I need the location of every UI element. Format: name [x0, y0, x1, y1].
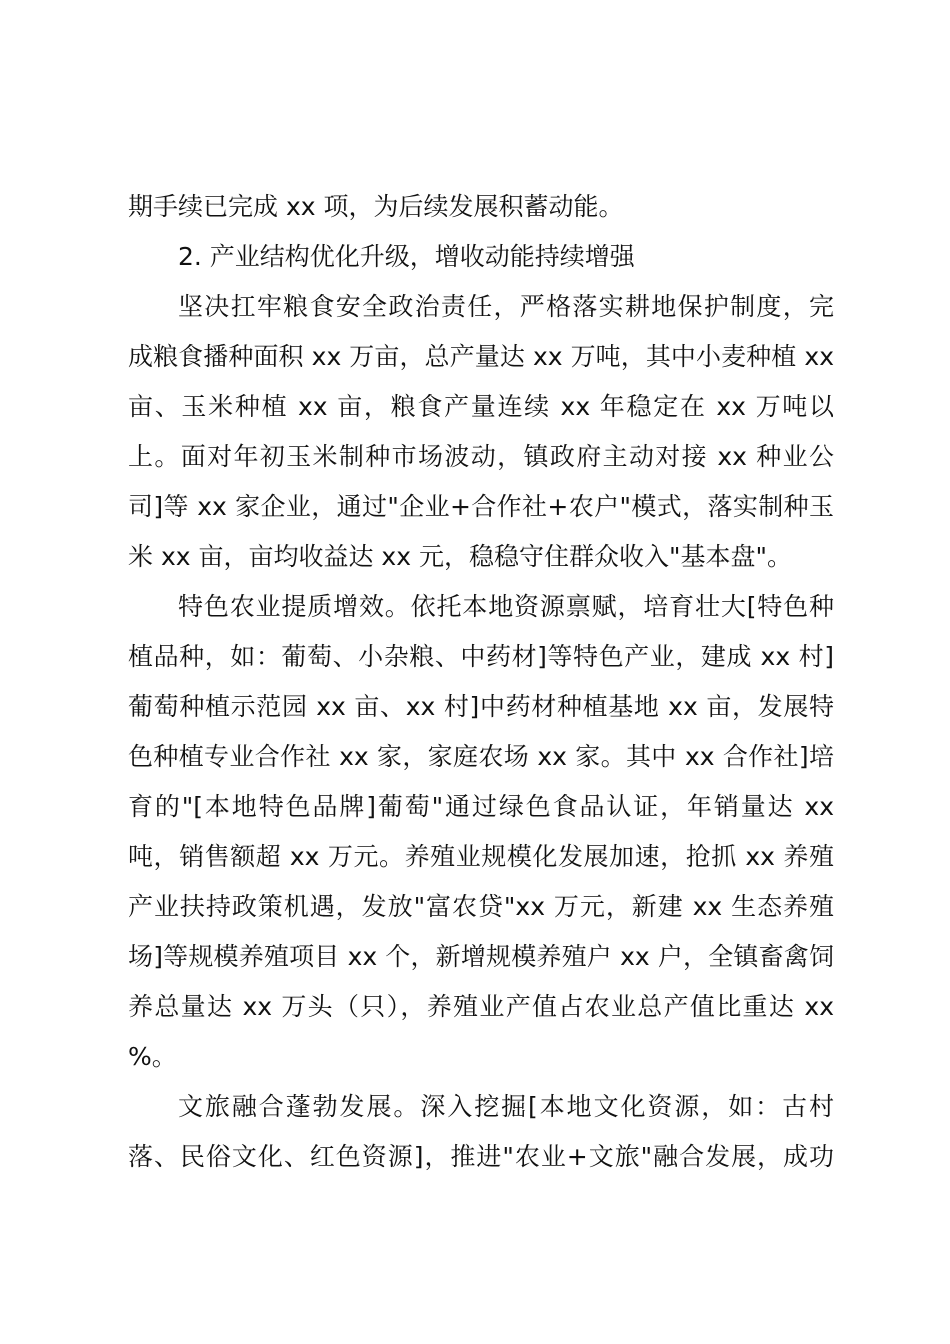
- paragraph-line: 养总量达 xx 万头（只），养殖业产值占农业总产值比重达 xx: [128, 992, 834, 1021]
- paragraph-line: 色种植专业合作社 xx 家，家庭农场 xx 家。其中 xx 合作社]培: [128, 742, 834, 771]
- paragraph-line: 落、民俗文化、红色资源]，推进"农业+文旅"融合发展，成功: [128, 1142, 834, 1171]
- section-heading: 2. 产业结构优化升级，增收动能持续增强: [178, 242, 635, 271]
- paragraph-line: 产业扶持政策机遇，发放"富农贷"xx 万元，新建 xx 生态养殖: [128, 892, 834, 921]
- paragraph-line: 文旅融合蓬勃发展。深入挖掘[本地文化资源，如：古村: [178, 1092, 834, 1121]
- paragraph-line: %。: [128, 1042, 177, 1071]
- paragraph-line: 成粮食播种面积 xx 万亩，总产量达 xx 万吨，其中小麦种植 xx: [128, 342, 834, 371]
- document-page: [128, 182, 834, 1182]
- paragraph-line: 葡萄种植示范园 xx 亩、xx 村]中药材种植基地 xx 亩，发展特: [128, 692, 834, 721]
- paragraph-line: 植品种，如：葡萄、小杂粮、中药材]等特色产业，建成 xx 村]: [128, 642, 834, 671]
- paragraph-line: 司]等 xx 家企业，通过"企业+合作社+农户"模式，落实制种玉: [128, 492, 834, 521]
- paragraph-line: 特色农业提质增效。依托本地资源禀赋，培育壮大[特色种: [178, 592, 834, 621]
- paragraph-line: 场]等规模养殖项目 xx 个，新增规模养殖户 xx 户，全镇畜禽饲: [128, 942, 834, 971]
- paragraph-line: 坚决扛牢粮食安全政治责任，严格落实耕地保护制度，完: [178, 292, 834, 321]
- paragraph-line: 亩、玉米种植 xx 亩，粮食产量连续 xx 年稳定在 xx 万吨以: [128, 392, 834, 421]
- paragraph-line: 米 xx 亩，亩均收益达 xx 元，稳稳守住群众收入"基本盘"。: [128, 542, 792, 571]
- paragraph-line: 上。面对年初玉米制种市场波动，镇政府主动对接 xx 种业公: [128, 442, 834, 471]
- paragraph-line: 育的"[本地特色品牌]葡萄"通过绿色食品认证，年销量达 xx: [128, 792, 834, 821]
- paragraph-line: 吨，销售额超 xx 万元。养殖业规模化发展加速，抢抓 xx 养殖: [128, 842, 834, 871]
- paragraph-line: 期手续已完成 xx 项，为后续发展积蓄动能。: [128, 192, 624, 221]
